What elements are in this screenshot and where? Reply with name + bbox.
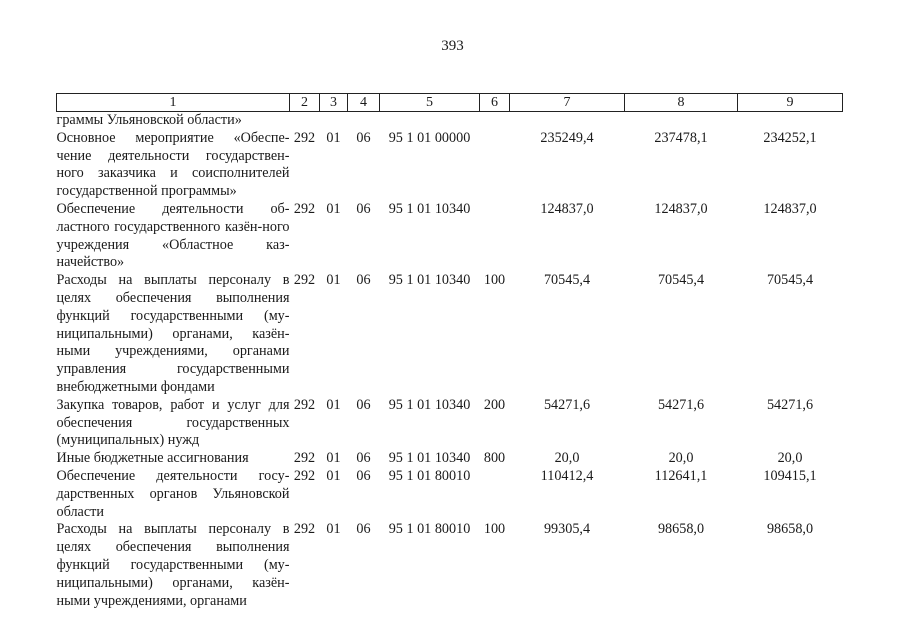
- row-section: [320, 112, 348, 130]
- row-expense-type: 100: [483, 272, 506, 289]
- header-col-9: 9: [738, 94, 843, 112]
- row-amount-col9: 20,0: [777, 450, 803, 467]
- row-expense-type: [480, 130, 510, 201]
- header-col-5: 5: [380, 94, 480, 112]
- table-row: [57, 450, 843, 468]
- header-col-6: 6: [480, 94, 510, 112]
- row-amount-col7: 124837,0: [540, 200, 594, 217]
- row-amount-col9: 54271,6: [766, 396, 814, 413]
- header-col-8: 8: [625, 94, 738, 112]
- row-target-code: 95 1 01 10340: [388, 200, 471, 217]
- row-amount-col7: 235249,4: [540, 129, 594, 146]
- header-row: [57, 94, 843, 112]
- row-name: Закупка товаров, работ и услуг для обеспечения государственных (муниципальных) нужд: [56, 396, 290, 449]
- row-amount-col8: 98658,0: [657, 521, 705, 538]
- row-section: 01: [326, 521, 341, 538]
- header-col-7: 7: [510, 94, 625, 112]
- row-amount-col9: 98658,0: [766, 521, 814, 538]
- row-ministry: 292: [293, 450, 316, 467]
- row-ministry: 292: [293, 129, 316, 146]
- row-expense-type: 800: [483, 450, 506, 467]
- row-name: Иные бюджетные ассигнования: [56, 450, 249, 467]
- row-amount-col8: 54271,6: [657, 396, 705, 413]
- row-expense-type: [480, 201, 510, 272]
- header-col-1: 1: [57, 94, 290, 112]
- row-target-code: 95 1 01 80010: [388, 521, 471, 538]
- row-section: 01: [326, 200, 341, 217]
- header-col-3: 3: [320, 94, 348, 112]
- row-name: Расходы на выплаты персоналу в целях обеспечения выполнения функций государственными (му-ниципальными) органами, казён-ными учреждениями, органами управления государственными внебюджетными фондами: [56, 272, 290, 395]
- page-number: 393: [441, 38, 464, 54]
- row-target-code: 95 1 01 80010: [388, 467, 471, 484]
- budget-table: [56, 93, 843, 610]
- row-section: 01: [326, 129, 341, 146]
- row-amount-col7: 99305,4: [543, 521, 591, 538]
- row-target-code: 95 1 01 10340: [388, 272, 471, 289]
- row-ministry: [290, 112, 320, 130]
- row-target-code: [380, 112, 480, 130]
- row-subsection: 06: [356, 396, 371, 413]
- row-subsection: 06: [356, 129, 371, 146]
- row-section: 01: [326, 450, 341, 467]
- row-name: Обеспечение деятельности об-ластного государственного казён-ного учреждения «Областное каз-начейство»: [56, 200, 290, 271]
- row-section: 01: [326, 272, 341, 289]
- row-name: Основное мероприятие «Обеспе-чение деятельности государствен-ного заказчика и соисполнителей государственной программы»: [56, 129, 290, 200]
- row-ministry: 292: [293, 396, 316, 413]
- row-subsection: 06: [356, 521, 371, 538]
- row-subsection: 06: [356, 450, 371, 467]
- row-subsection: 06: [356, 272, 371, 289]
- table-row: [57, 130, 843, 201]
- row-amount-col7: 70545,4: [543, 272, 591, 289]
- row-amount-col7: [510, 112, 625, 130]
- row-amount-col9: 234252,1: [763, 129, 817, 146]
- row-name: Обеспечение деятельности госу-дарственных органов Ульяновской области: [56, 467, 290, 520]
- row-amount-col8: [625, 112, 738, 130]
- row-amount-col8: 112641,1: [654, 467, 708, 484]
- table-row: [57, 272, 843, 397]
- row-subsection: [348, 112, 380, 130]
- row-name: Расходы на выплаты персоналу в целях обеспечения выполнения функций государственными (му-ниципальными) органами, казён-ными учреждениями, органами: [56, 521, 290, 609]
- row-subsection: 06: [356, 200, 371, 217]
- row-expense-type: 100: [483, 521, 506, 538]
- row-target-code: 95 1 01 00000: [388, 129, 471, 146]
- row-expense-type: [480, 112, 510, 130]
- row-ministry: 292: [293, 521, 316, 538]
- header-col-4: 4: [348, 94, 380, 112]
- table-row: [57, 521, 843, 610]
- row-amount-col9: 70545,4: [766, 272, 814, 289]
- table-header: [57, 94, 843, 112]
- row-target-code: 95 1 01 10340: [388, 450, 471, 467]
- table-body: [57, 112, 843, 611]
- table-row: [57, 112, 843, 130]
- row-amount-col8: 20,0: [668, 450, 694, 467]
- header-col-2: 2: [290, 94, 320, 112]
- row-ministry: 292: [293, 272, 316, 289]
- row-ministry: 292: [293, 467, 316, 484]
- row-section: 01: [326, 467, 341, 484]
- row-expense-type: [480, 468, 510, 521]
- row-amount-col8: 70545,4: [657, 272, 705, 289]
- row-amount-col7: 54271,6: [543, 396, 591, 413]
- row-subsection: 06: [356, 467, 371, 484]
- table-row: [57, 397, 843, 450]
- row-target-code: 95 1 01 10340: [388, 396, 471, 413]
- row-section: 01: [326, 396, 341, 413]
- row-amount-col8: 237478,1: [654, 129, 708, 146]
- row-expense-type: 200: [483, 396, 506, 413]
- table-row: [57, 201, 843, 272]
- row-amount-col9: 124837,0: [763, 200, 817, 217]
- row-name: граммы Ульяновской области»: [56, 112, 242, 128]
- row-amount-col7: 110412,4: [540, 467, 594, 484]
- row-amount-col9: [738, 112, 843, 130]
- row-amount-col7: 20,0: [554, 450, 580, 467]
- row-amount-col9: 109415,1: [763, 467, 817, 484]
- row-ministry: 292: [293, 200, 316, 217]
- row-amount-col8: 124837,0: [654, 200, 708, 217]
- table-row: [57, 468, 843, 521]
